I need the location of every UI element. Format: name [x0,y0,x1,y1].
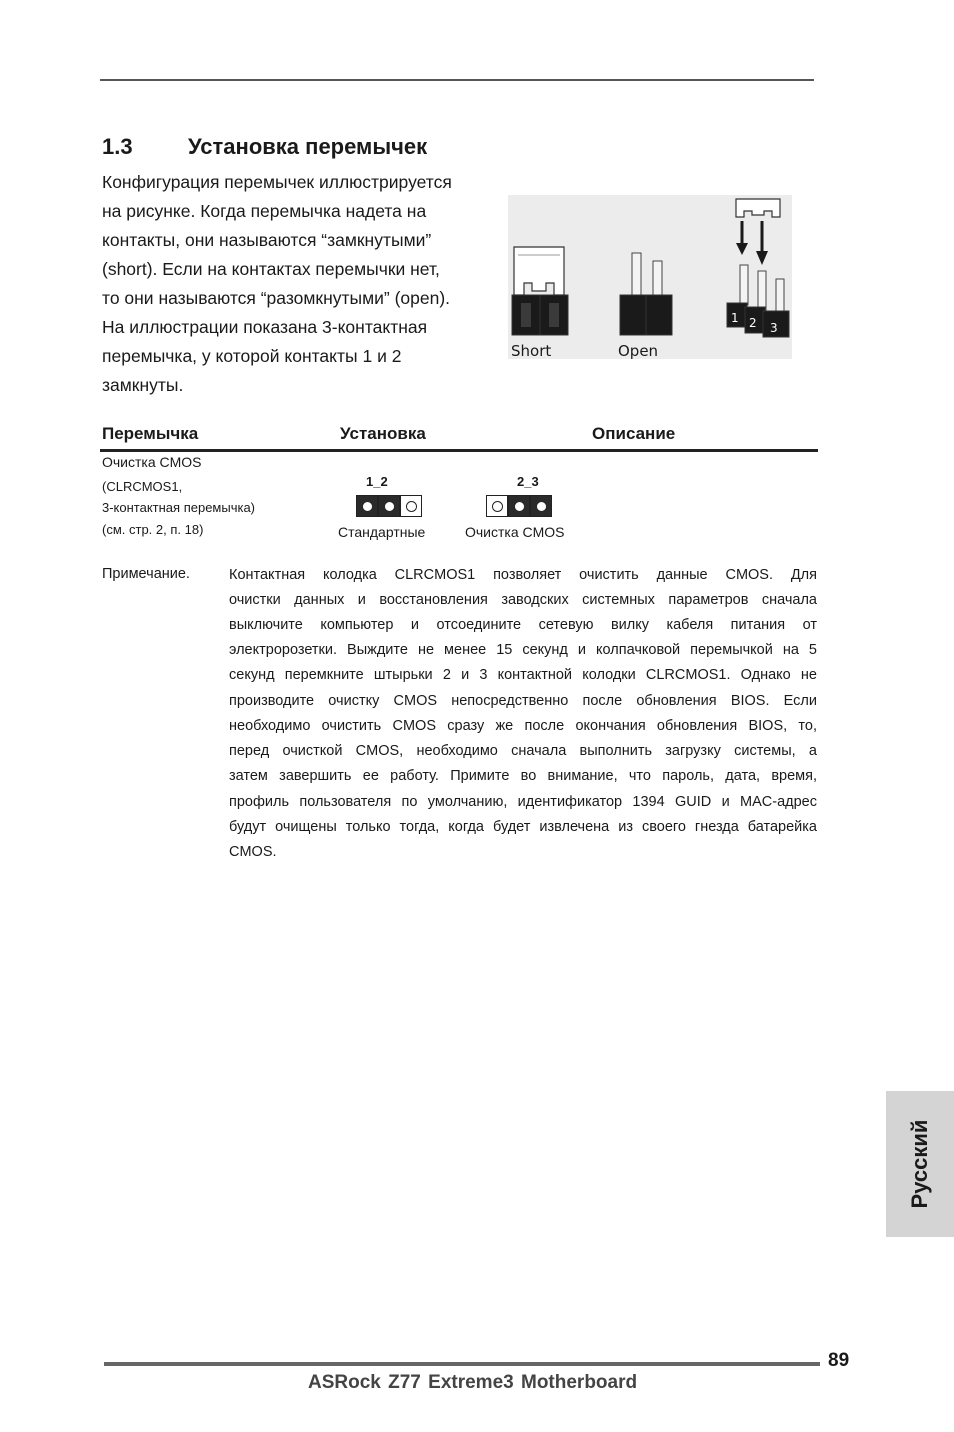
page-number: 89 [828,1350,850,1371]
pin-number-3: 3 [770,321,778,335]
top-rule [100,79,814,81]
pin-open [400,495,422,517]
jumper-pins-clear [486,495,552,517]
note-line: электророзетки. Выждите не менее 15 секунд и колпачковой перемычкой на 5 [229,642,817,658]
intro-line: Конфигурация перемычек иллюстрируется [102,172,452,192]
intro-line: на рисунке. Когда перемычка надета на [102,201,427,221]
note-label: Примечание. [102,566,190,582]
note-line: затем завершить ее работу. Примите во внимание, что пароль, дата, время, [229,768,817,784]
table-header-rule [100,449,818,452]
note-line: CMOS. [229,844,277,860]
jumper-name-detail: (CLRCMOS1, [102,479,183,494]
jumper-illustration [508,195,792,359]
jumper-pins-default [356,495,422,517]
intro-line: На иллюстрации показана 3-контактная [102,317,428,337]
intro-line: (short). Если на контактах перемычки нет, [102,259,440,279]
open-label: Open [618,342,659,359]
note-line: профиль пользователя по умолчанию, идентификатор 1394 GUID и MAC-адрес [229,794,817,810]
pin-closed [356,495,378,517]
pin-closed [530,495,552,517]
bottom-rule [104,1362,820,1366]
note-line: выключите компьютер и отсоедините сетевую вилку кабеля питания от [229,617,817,633]
open-jumper-graphic [620,253,672,335]
note-line: очистки данных и восстановления заводских системных параметров сначала [229,592,817,608]
short-jumper-graphic [512,247,568,335]
setting-caption-clear: Очистка CMOS [465,524,565,540]
table-header-jumper: Перемычка [102,424,199,443]
note-line: секунд перемкните штырьки 2 и 3 контактной колодки CLRCMOS1. Однако не [229,667,817,683]
note-line: Контактная колодка CLRCMOS1 позволяет очистить данные CMOS. Для [229,567,817,583]
pin-number-2: 2 [749,316,757,330]
jumper-name-detail: 3-контактная перемычка) [102,500,256,515]
setting-pins-label: 1_2 [366,474,388,489]
pin-closed [508,495,530,517]
section-number: 1.3 [102,134,133,159]
language-tab-label: Русский [907,1119,932,1209]
table-header-description: Описание [592,424,676,443]
three-pin-jumper-graphic [727,199,789,337]
pin-open [486,495,508,517]
note-line: производите очистку CMOS непосредственно после обновления BIOS. Если [229,693,817,709]
jumper-name: Очистка CMOS [102,454,202,470]
note-line: необходимо очистить CMOS сразу же после окончания обновления BIOS, то, [229,718,817,734]
table-header-setting: Установка [340,424,426,443]
pin-number-1: 1 [731,311,739,325]
intro-line: перемычка, у которой контакты 1 и 2 [102,346,402,366]
language-tab [886,1091,954,1237]
jumper-name-detail: (см. стр. 2, п. 18) [102,522,204,537]
footer-title: ASRock Z77 Extreme3 Motherboard [308,1372,638,1393]
intro-line: контакты, они называются “замкнутыми” [102,230,432,250]
pin-closed [378,495,400,517]
intro-line: то они называются “разомкнутыми” (open). [102,288,451,308]
note-line: будут очищены только тогда, когда будет извлечена из своего гнезда батарейка [229,819,817,835]
short-label: Short [511,342,552,359]
setting-pins-label: 2_3 [517,474,539,489]
note-line: перед очисткой CMOS, необходимо сначала выполнить загрузку системы, а [229,743,817,759]
jumper-illustration-svg [508,195,792,359]
section-title: Установка перемычек [188,134,428,159]
intro-line: замкнуты. [102,375,184,395]
setting-caption-default: Стандартные [338,524,426,540]
